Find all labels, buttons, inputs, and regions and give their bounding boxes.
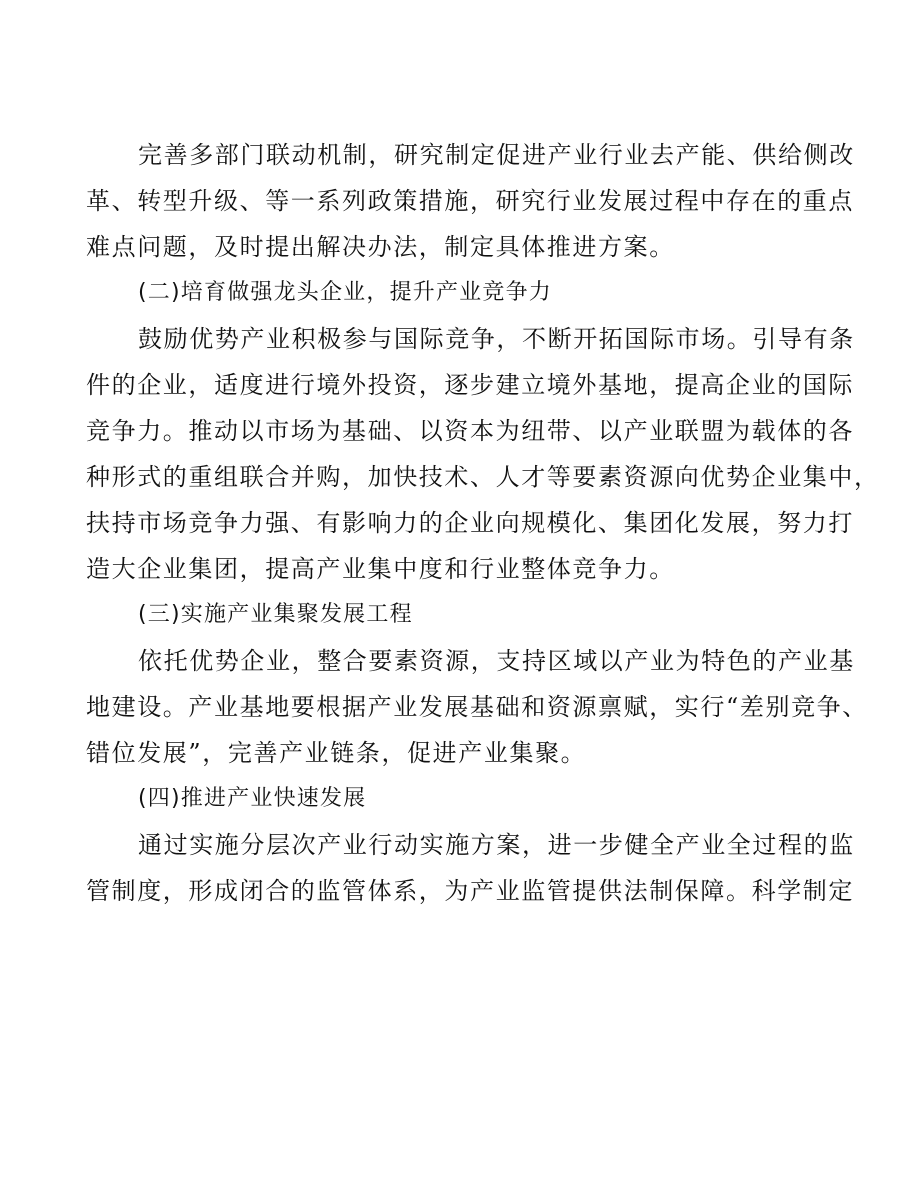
section-heading-2: (二)培育做强龙头企业，提升产业竞争力 (138, 280, 552, 305)
paragraph-line: 革、转型升级、等一系列政策措施，研究行业发展过程中存在的重点 (86, 187, 854, 215)
paragraph-line: 完善多部门联动机制，研究制定促进产业行业去产能、供给侧改 (138, 141, 855, 169)
paragraph-line: 种形式的重组联合并购，加快技术、人才等要素资源向优势企业集中， (86, 463, 880, 491)
paragraph-line: 鼓励优势产业积极参与国际竞争，不断开拓国际市场。引导有条 (138, 325, 855, 353)
paragraph-line: 错位发展”，完善产业链条，促进产业集聚。 (86, 739, 587, 767)
paragraph-line: 件的企业，适度进行境外投资，逐步建立境外基地，提高企业的国际 (86, 371, 854, 399)
paragraph-rapid-development (86, 822, 855, 914)
paragraph-line: 依托优势企业，整合要素资源，支持区域以产业为特色的产业基 (138, 647, 855, 675)
paragraph-line: 通过实施分层次产业行动实施方案，进一步健全产业全过程的监 (138, 831, 855, 859)
paragraph-cluster-development (86, 638, 868, 776)
section-heading-3: (三)实施产业集聚发展工程 (138, 602, 413, 627)
paragraph-line: 造大企业集团，提高产业集中度和行业整体竞争力。 (86, 555, 675, 583)
section-heading-4: (四)推进产业快速发展 (138, 786, 367, 811)
paragraph-leading-enterprises (86, 316, 880, 592)
paragraph-line: 管制度，形成闭合的监管体系，为产业监管提供法制保障。科学制定 (86, 877, 854, 905)
paragraph-line: 扶持市场竞争力强、有影响力的企业向规模化、集团化发展，努力打 (86, 509, 854, 537)
paragraph-line: 地建设。产业基地要根据产业发展基础和资源禀赋，实行“差别竞争、 (86, 693, 868, 721)
paragraph-coordination (86, 132, 855, 270)
paragraph-line: 难点问题，及时提出解决办法，制定具体推进方案。 (86, 233, 675, 261)
paragraph-line: 竞争力。推动以市场为基础、以资本为纽带、以产业联盟为载体的各 (86, 417, 854, 445)
document-body (86, 132, 880, 914)
